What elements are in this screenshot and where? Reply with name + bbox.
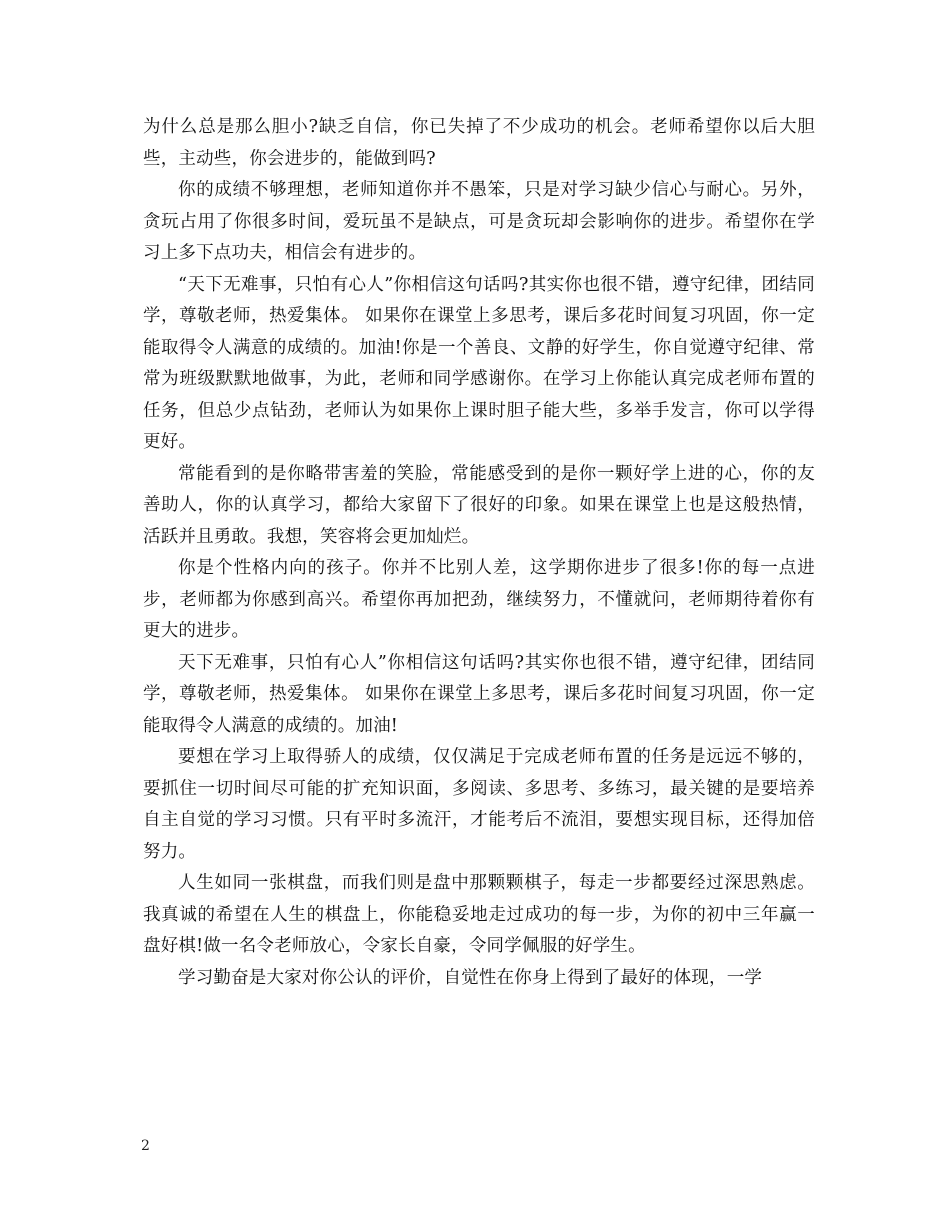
paragraph-6: 天下无难事，只怕有心人”你相信这句话吗?其实你也很不错，遵守纪律，团结同学，尊敬老师，热爱集体。 如果你在课堂上多思考，课后多花时间复习巩固，你一定能取得令人满意的成绩的。加油!: [143, 652, 815, 736]
paragraph-2: 你的成绩不够理想，老师知道你并不愚笨，只是对学习缺少信心与耐心。另外，贪玩占用了你很多时间，爱玩虽不是缺点，可是贪玩却会影响你的进步。希望你在学习上多下点功夫，相信会有进步的。: [143, 180, 815, 263]
document-body: [143, 112, 815, 994]
page-number: 2: [141, 1138, 150, 1154]
paragraph-5: 你是个性格内向的孩子。你并不比别人差，这学期你进步了很多!你的每一点进步，老师都为你感到高兴。希望你再加把劲，继续努力，不懂就问，老师期待着你有更大的进步。: [143, 558, 815, 641]
paragraph-4: 常能看到的是你略带害羞的笑脸，常能感受到的是你一颗好学上进的心，你的友善助人，你的认真学习，都给大家留下了很好的印象。如果在课堂上也是这般热情，活跃并且勇敢。我想，笑容将会更加灿烂。: [143, 463, 815, 547]
paragraph-8: 人生如同一张棋盘，而我们则是盘中那颗颗棋子，每走一步都要经过深思熟虑。我真诚的希望在人生的棋盘上，你能稳妥地走过成功的每一步，为你的初中三年赢一盘好棋!做一名令老师放心，令家长自豪，令同学佩服的好学生。: [143, 873, 815, 956]
paragraph-1: 为什么总是那么胆小?缺乏自信，你已失掉了不少成功的机会。老师希望你以后大胆些，主动些，你会进步的，能做到吗?: [143, 117, 815, 169]
paragraph-7: 要想在学习上取得骄人的成绩，仅仅满足于完成老师布置的任务是远远不够的，要抓住一切时间尽可能的扩充知识面，多阅读、多思考、多练习，最关键的是要培养自主自觉的学习习惯。只有平时多流汗，才能考后不流泪，要想实现目标，还得加倍努力。: [143, 747, 815, 862]
paragraph-9: 学习勤奋是大家对你公认的评价，自觉性在你身上得到了最好的体现，一学: [178, 967, 763, 988]
paragraph-3: “天下无难事，只怕有心人”你相信这句话吗?其实你也很不错，遵守纪律，团结同学，尊敬老师，热爱集体。 如果你在课堂上多思考，课后多花时间复习巩固，你一定能取得令人满意的成绩的。加油!你是一个善良、文静的好学生，你自觉遵守纪律、常常为班级默默地做事，为此，老师和同学感谢你。在学习上你能认真完成老师布置的任务，但总少点钻劲，老师认为如果你上课时胆子能大些，多举手发言，你可以学得更好。: [143, 274, 815, 452]
